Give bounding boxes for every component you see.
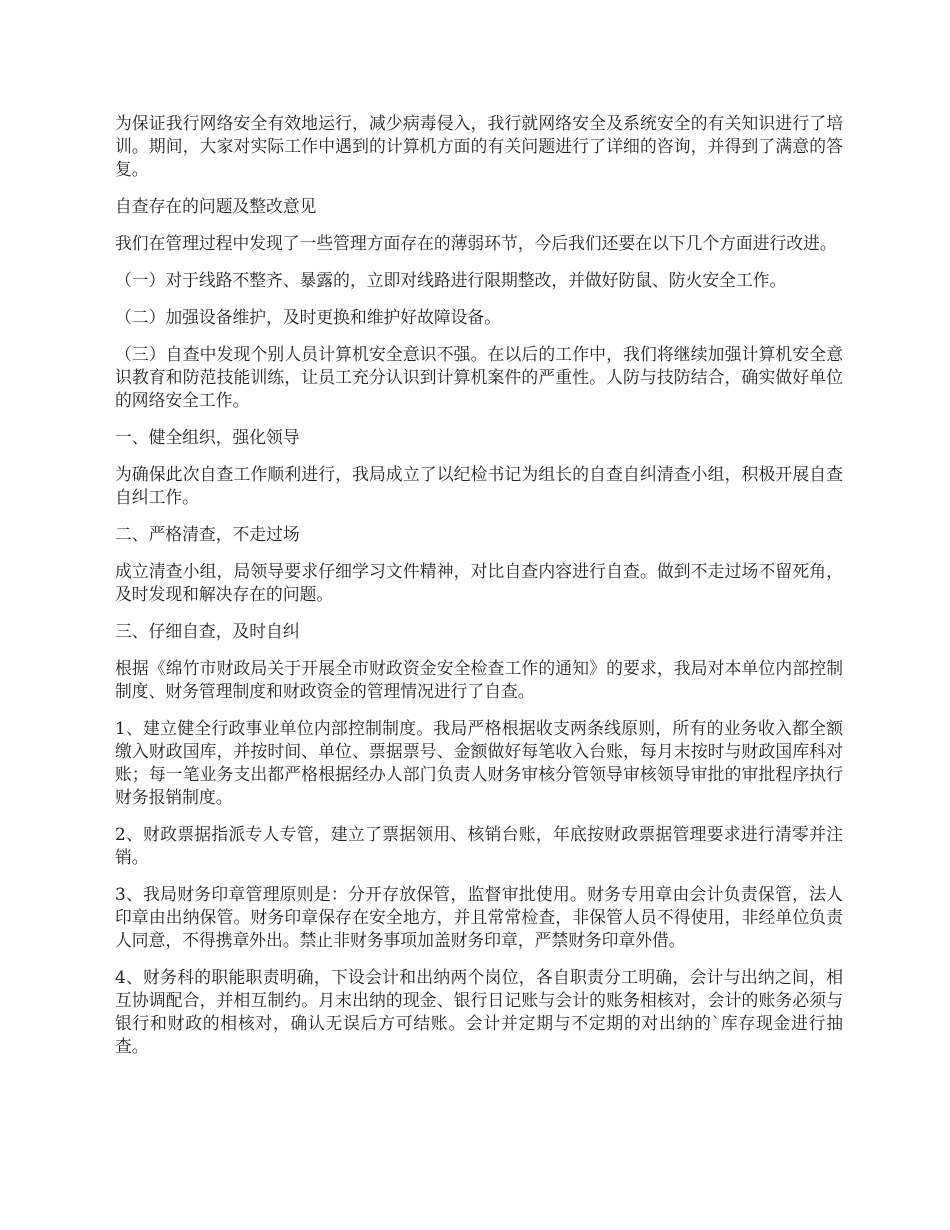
paragraph-point-4: 4、财务科的职能职责明确，下设会计和出纳两个岗位，各自职责分工明确，会计与出纳之间，相互协调配合，并相互制约。月末出纳的现金、银行日记账与会计的账务相核对，会计的账务必须与银行和财政的相核对，确认无误后方可结账。会计并定期与不定期的对出纳的`库存现金进行抽查。 xyxy=(115,967,843,1056)
section-heading-strict-check: 二、严格清查，不走过场 xyxy=(115,524,300,544)
section-heading-organization: 一、健全组织，强化领导 xyxy=(115,427,300,447)
paragraph-item-1: （一）对于线路不整齐、暴露的，立即对线路进行限期整改，并做好防鼠、防火安全工作。 xyxy=(115,270,787,290)
paragraph-item-2: （二）加强设备维护，及时更换和维护好故障设备。 xyxy=(115,307,501,327)
section-heading-self-check: 自查存在的问题及整改意见 xyxy=(115,196,317,216)
paragraph-strict-check: 成立清查小组，局领导要求仔细学习文件精神，对比自查内容进行自查。做到不走过场不留死角，及时发现和解决存在的问题。 xyxy=(115,561,843,604)
paragraph-organization: 为确保此次自查工作顺利进行，我局成立了以纪检书记为组长的自查自纠清查小组，积极开展自查自纠工作。 xyxy=(115,464,843,507)
paragraph-point-1: 1、建立健全行政事业单位内部控制制度。我局严格根据收支两条线原则，所有的业务收入都全额缴入财政国库，并按时间、单位、票据票号、金额做好每笔收入台账，每月末按时与财政国库科对账；每一笔业务支出都严格根据经办人部门负责人财务审核分管领导审核领导审批的审批程序执行财务报销制度。 xyxy=(115,718,843,807)
paragraph-improvements: 我们在管理过程中发现了一些管理方面存在的薄弱环节，今后我们还要在以下几个方面进行改进。 xyxy=(115,233,837,253)
section-heading-careful-check: 三、仔细自查，及时自纠 xyxy=(115,621,300,641)
paragraph-intro: 为保证我行网络安全有效地运行，减少病毒侵入，我行就网络安全及系统安全的有关知识进行了培训。期间，大家对实际工作中遇到的计算机方面的有关问题进行了详细的咨询，并得到了满意的答复。 xyxy=(115,113,843,179)
paragraph-notice-reference: 根据《绵竹市财政局关于开展全市财政资金安全检查工作的通知》的要求，我局对本单位内部控制制度、财务管理制度和财政资金的管理情况进行了自查。 xyxy=(115,658,843,701)
paragraph-point-2: 2、财政票据指派专人专管，建立了票据领用、核销台账，年底按财政票据管理要求进行清零并注销。 xyxy=(115,824,843,867)
document-body xyxy=(115,112,843,1072)
paragraph-point-3: 3、我局财务印章管理原则是：分开存放保管，监督审批使用。财务专用章由会计负责保管，法人印章由出纳保管。财务印章保存在安全地方，并且常常检查，非保管人员不得使用，非经单位负责人同意，不得携章外出。禁止非财务事项加盖财务印章，严禁财务印章外借。 xyxy=(115,884,843,950)
paragraph-item-3: （三）自查中发现个别人员计算机安全意识不强。在以后的工作中，我们将继续加强计算机安全意识教育和防范技能训练，让员工充分认识到计算机案件的严重性。人防与技防结合，确实做好单位的网络安全工作。 xyxy=(115,344,843,410)
